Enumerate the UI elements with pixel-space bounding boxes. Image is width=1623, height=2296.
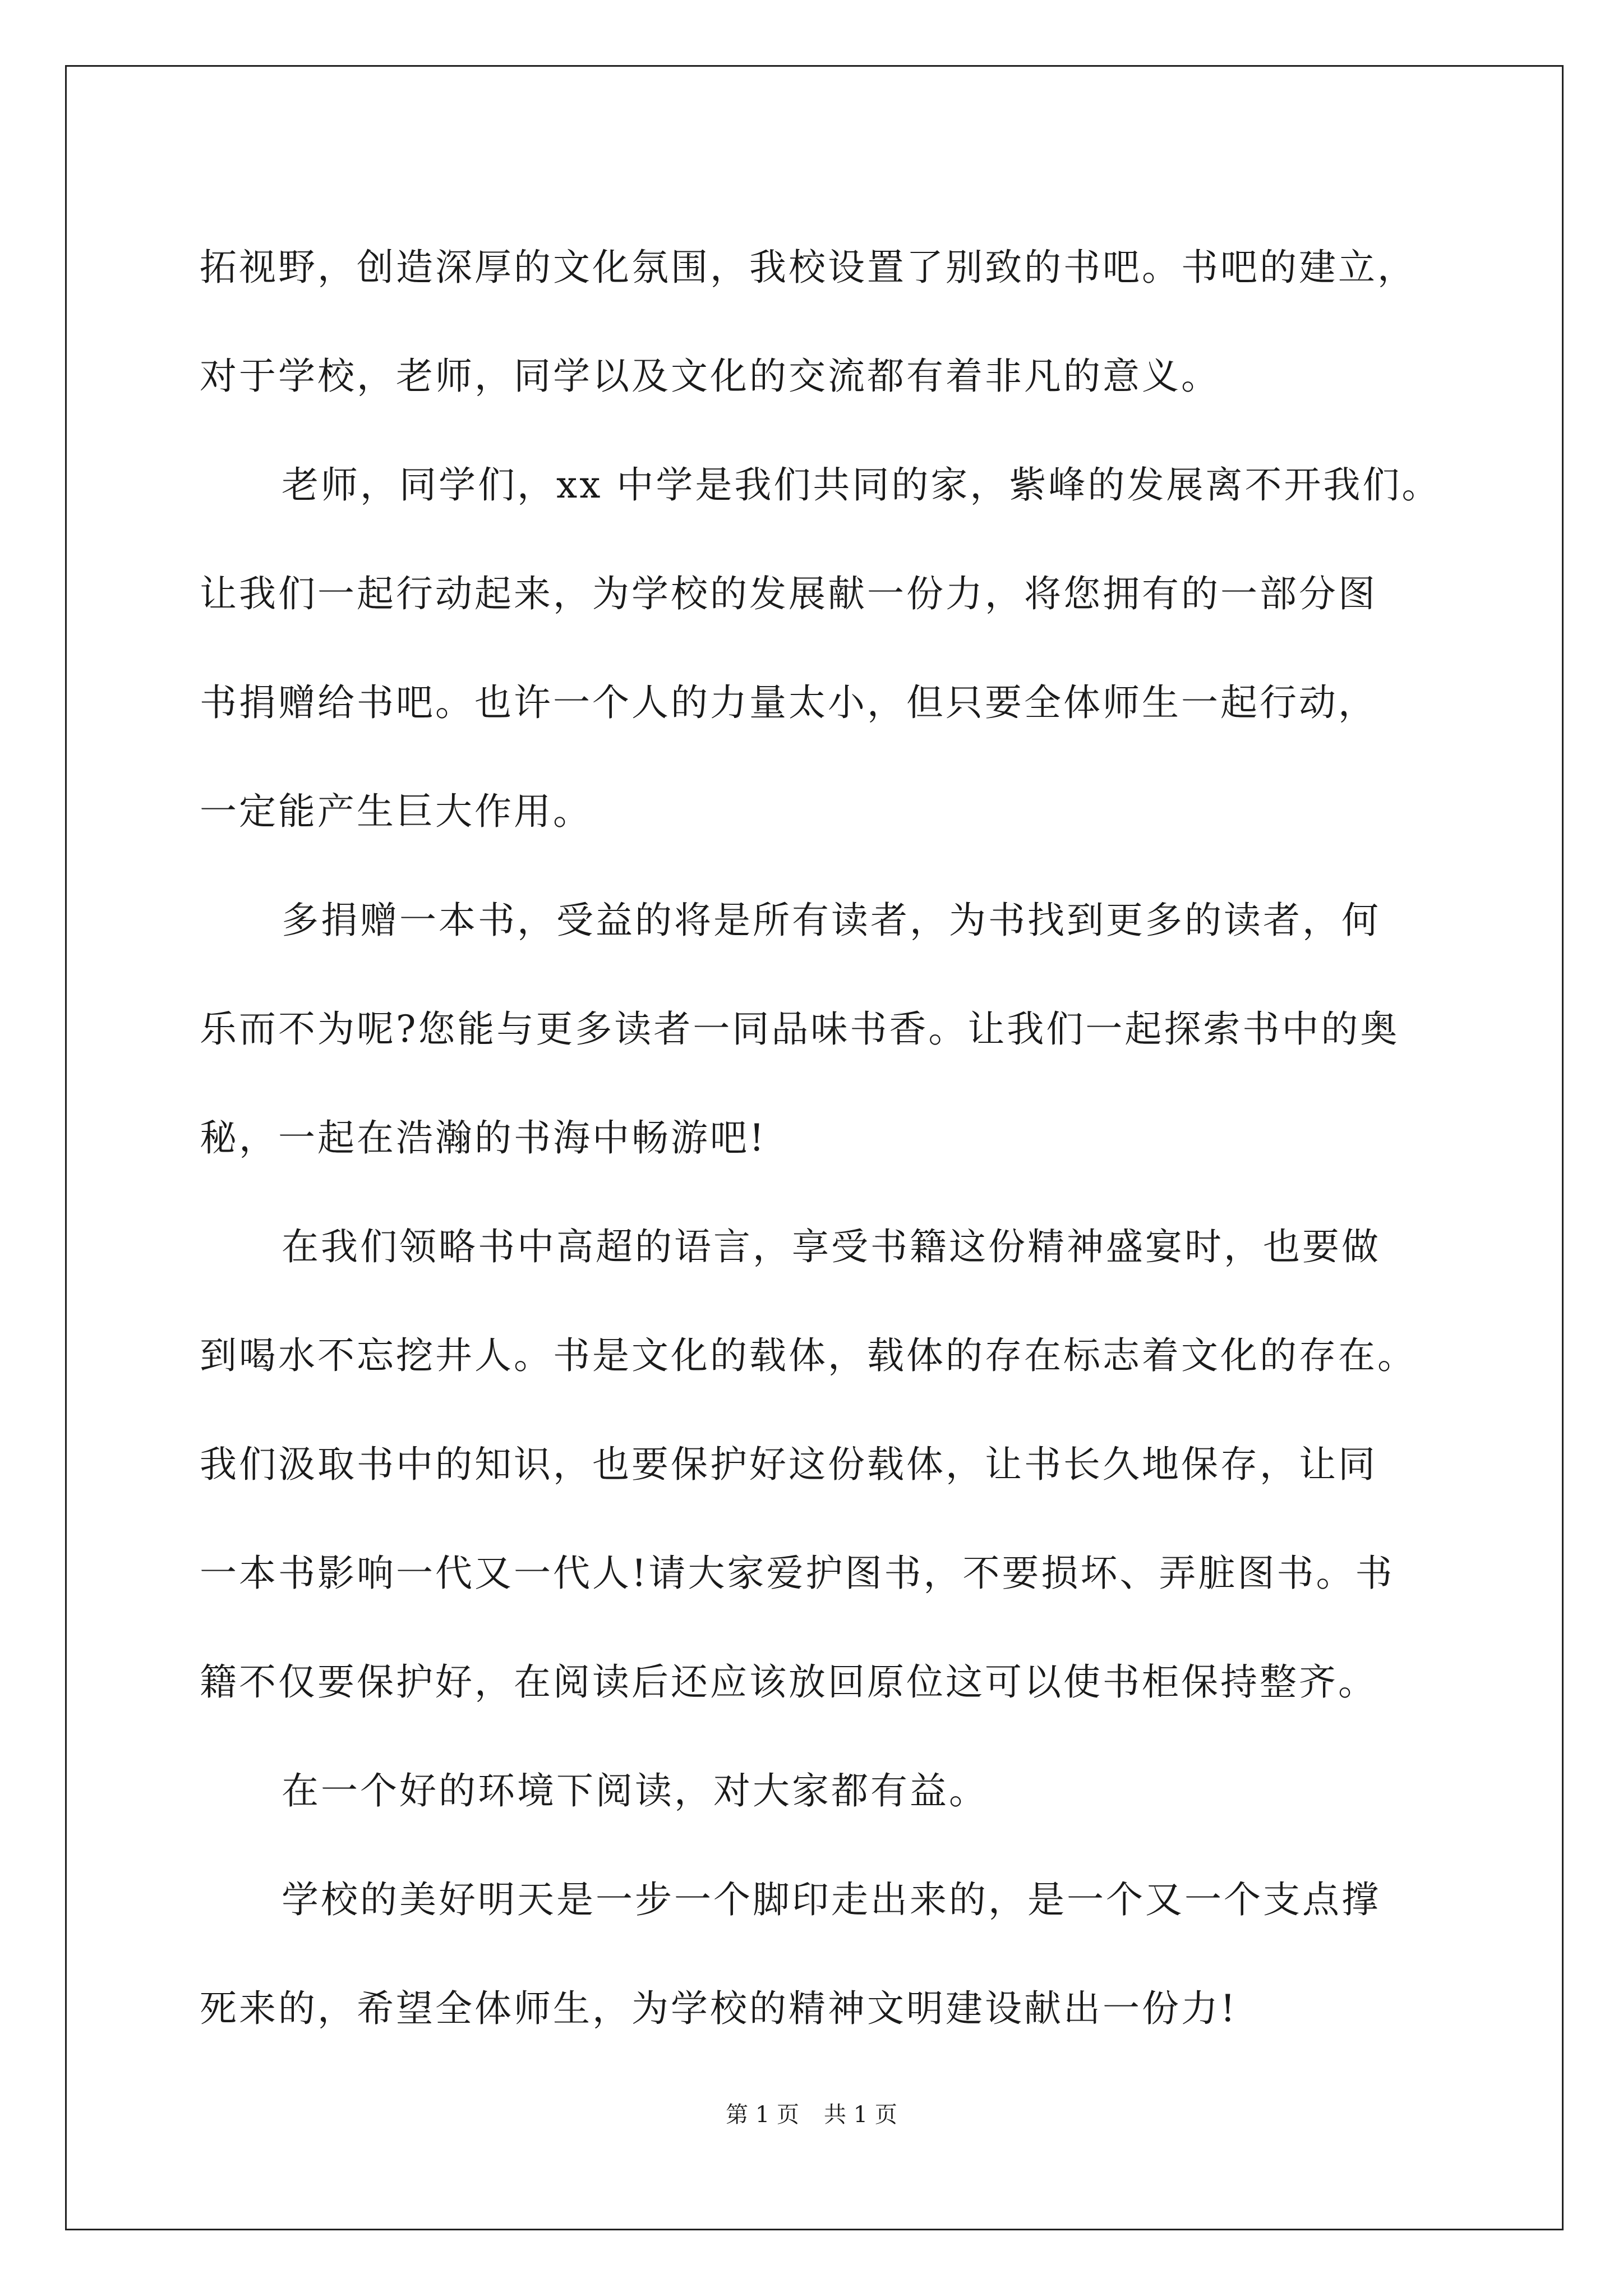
text-line: 一本书影响一代又一代人!请大家爱护图书，不要损坏、弄脏图书。书 <box>200 1552 1395 1595</box>
text-line: 书捐赠给书吧。也许一个人的力量太小，但只要全体师生一起行动， <box>200 681 1377 724</box>
text-line: 籍不仅要保护好，在阅读后还应该放回原位这可以使书柜保持整齐。 <box>200 1660 1377 1704</box>
text-line: 我们汲取书中的知识，也要保护好这份载体，让书长久地保存，让同 <box>200 1443 1377 1486</box>
text-line: 乐而不为呢?您能与更多读者一同品味书香。让我们一起探索书中的奥 <box>200 1007 1400 1051</box>
paragraph <box>200 1193 1490 1737</box>
page-footer <box>0 2098 1623 2132</box>
text-line: 对于学校，老师，同学以及文化的交流都有着非凡的意义。 <box>200 355 1220 398</box>
text-line: 死来的，希望全体师生，为学校的精神文明建设献出一份力! <box>200 1987 1238 2030</box>
paragraph <box>200 866 1490 1193</box>
text-line: 拓视野，创造深厚的文化氛围，我校设置了别致的书吧。书吧的建立， <box>200 246 1417 289</box>
text-line: 一定能产生巨大作用。 <box>200 790 592 833</box>
text-line: 秘，一起在浩瀚的书海中畅游吧! <box>200 1116 767 1159</box>
text-line: 多捐赠一本书，受益的将是所有读者，为书找到更多的读者，何 <box>282 899 1381 942</box>
paragraph <box>200 213 1490 431</box>
document-body <box>200 213 1490 2063</box>
text-line: 到喝水不忘挖井人。书是文化的载体，载体的存在标志着文化的存在。 <box>200 1334 1417 1377</box>
paragraph <box>200 1737 1490 1846</box>
page-number: 第 1 页 <box>726 2102 799 2128</box>
text-line: 在我们领略书中高超的语言，享受书籍这份精神盛宴时，也要做 <box>282 1225 1381 1268</box>
text-line: 老师，同学们，xx 中学是我们共同的家，紫峰的发展离不开我们。 <box>282 463 1441 507</box>
text-line: 让我们一起行动起来，为学校的发展献一份力，将您拥有的一部分图 <box>200 572 1377 615</box>
paragraph <box>200 1846 1490 2063</box>
text-line: 在一个好的环境下阅读，对大家都有益。 <box>282 1769 988 1812</box>
page-total: 共 1 页 <box>824 2102 897 2128</box>
paragraph <box>200 431 1490 866</box>
text-line: 学校的美好明天是一步一个脚印走出来的，是一个又一个支点撑 <box>282 1878 1381 1921</box>
